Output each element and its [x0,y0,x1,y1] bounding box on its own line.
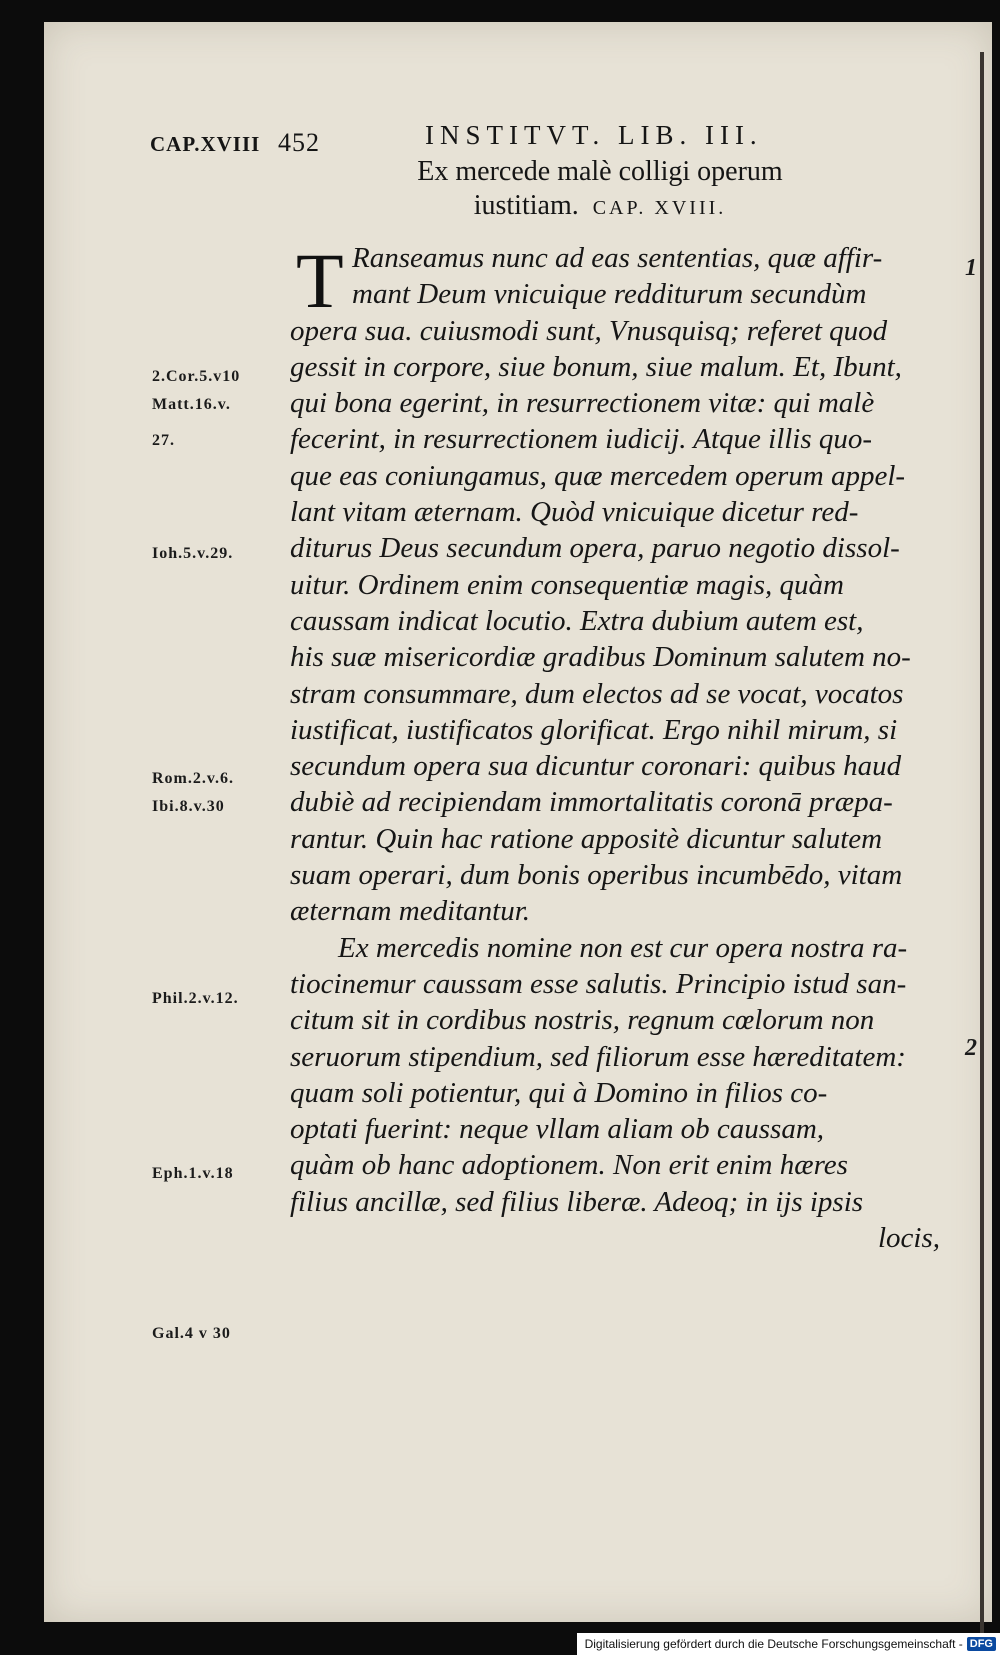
text-line: filius ancillæ, sed filius liberæ. Adeoq; in ijs ipsis [290,1185,864,1218]
text-line: lant vitam æternam. Quòd vnicuique dicetur red- [290,496,859,529]
margin-note: Eph.1.v.18 [152,1165,234,1182]
text-line: stram consummare, dum electos ad se vocat, vocatos [290,677,904,710]
chapter-heading [360,155,840,225]
text-line: tiocinemur caussam esse salutis. Principio istud san- [290,967,907,1000]
text-line: diturus Deus secundum opera, paruo negotio dissol- [290,532,900,565]
page-edge [980,52,984,1642]
chapter-heading-line2 [360,189,840,225]
footer-text: Digitalisierung gefördert durch die Deutsche Forschungsgemeinschaft - [584,1637,963,1651]
text-line: gessit in corpore, siue bonum, siue malum. Et, Ibunt, [290,350,902,383]
text-line: optati fuerint: neque vllam aliam ob caussam, [290,1113,825,1146]
footer-credit [577,1633,1000,1655]
text-line: his suæ misericordiæ gradibus Dominum salutem no- [290,641,911,674]
section-marker: 1 [965,255,977,281]
margin-note: 27. [152,432,175,449]
text-line: que eas coniungamus, quæ mercedem operum appel- [290,459,906,492]
dfg-logo: DFG [967,1637,996,1651]
text-line: caussam indicat locutio. Extra dubium autem est, [290,604,864,637]
text-line: opera sua. cuiusmodi sunt, Vnusquisq; referet quod [290,314,888,347]
text-line: citum sit in cordibus nostris, regnum cœlorum non [290,1004,875,1037]
running-head-chapter: CAP.XVIII [150,132,261,156]
margin-note: 2.Cor.5.v10 [152,368,241,385]
text-line: Ex mercedis nomine non est cur opera nostra ra- [338,931,908,964]
text-line: qui bona egerint, in resurrectionem vitæ: qui malè [290,387,875,420]
text-line: rantur. Quin hac ratione appositè dicuntur salutem [290,822,883,855]
text-line: dubiè ad recipiendam immortalitatis coronā præpa- [290,786,893,819]
chapter-heading-word: iustitiam. [473,190,579,221]
text-line: uitur. Ordinem enim consequentiæ magis, quàm [290,568,844,601]
margin-note: Rom.2.v.6. [152,770,234,787]
text-line: fecerint, in resurrectionem iudicij. Atque illis quo- [290,423,873,456]
text-line: quam soli potientur, qui à Domino in filios co- [290,1076,828,1109]
text-line: suam operari, dum bonis operibus incumbēdo, vitam [290,859,903,892]
text-line: iustificat, iustificatos glorificat. Ergo nihil mirum, si [290,713,898,746]
page-number: 452 [278,128,320,157]
chapter-heading-line1: Ex mercede malè colligi operum [417,156,783,187]
text-line: secundum opera sua dicuntur coronari: quibus haud [290,750,902,783]
margin-note: Ioh.5.v.29. [152,545,234,562]
margin-note: Gal.4 v 30 [152,1325,231,1342]
text-line: quàm ob hanc adoptionem. Non erit enim hæres [290,1149,848,1182]
text-line: æternam meditantur. [290,895,531,928]
running-head-title: INSTITVT. LIB. III. [425,120,763,150]
margin-note: Matt.16.v. [152,396,231,413]
text-line: mant Deum vnicuique redditurum secundùm [352,278,867,311]
catchword: locis, [877,1222,940,1255]
body-text [290,237,940,1256]
text-line: Ranseamus nunc ad eas sententias, quæ affir- [352,242,883,274]
chapter-number: CAP. XVIII. [592,197,727,219]
margin-note: Phil.2.v.12. [152,990,239,1007]
text-line: seruorum stipendium, sed filiorum esse hæreditatem: [290,1040,906,1073]
margin-note: Ibi.8.v.30 [152,798,225,815]
drop-cap: T [296,237,344,324]
section-marker: 2 [965,1035,977,1061]
